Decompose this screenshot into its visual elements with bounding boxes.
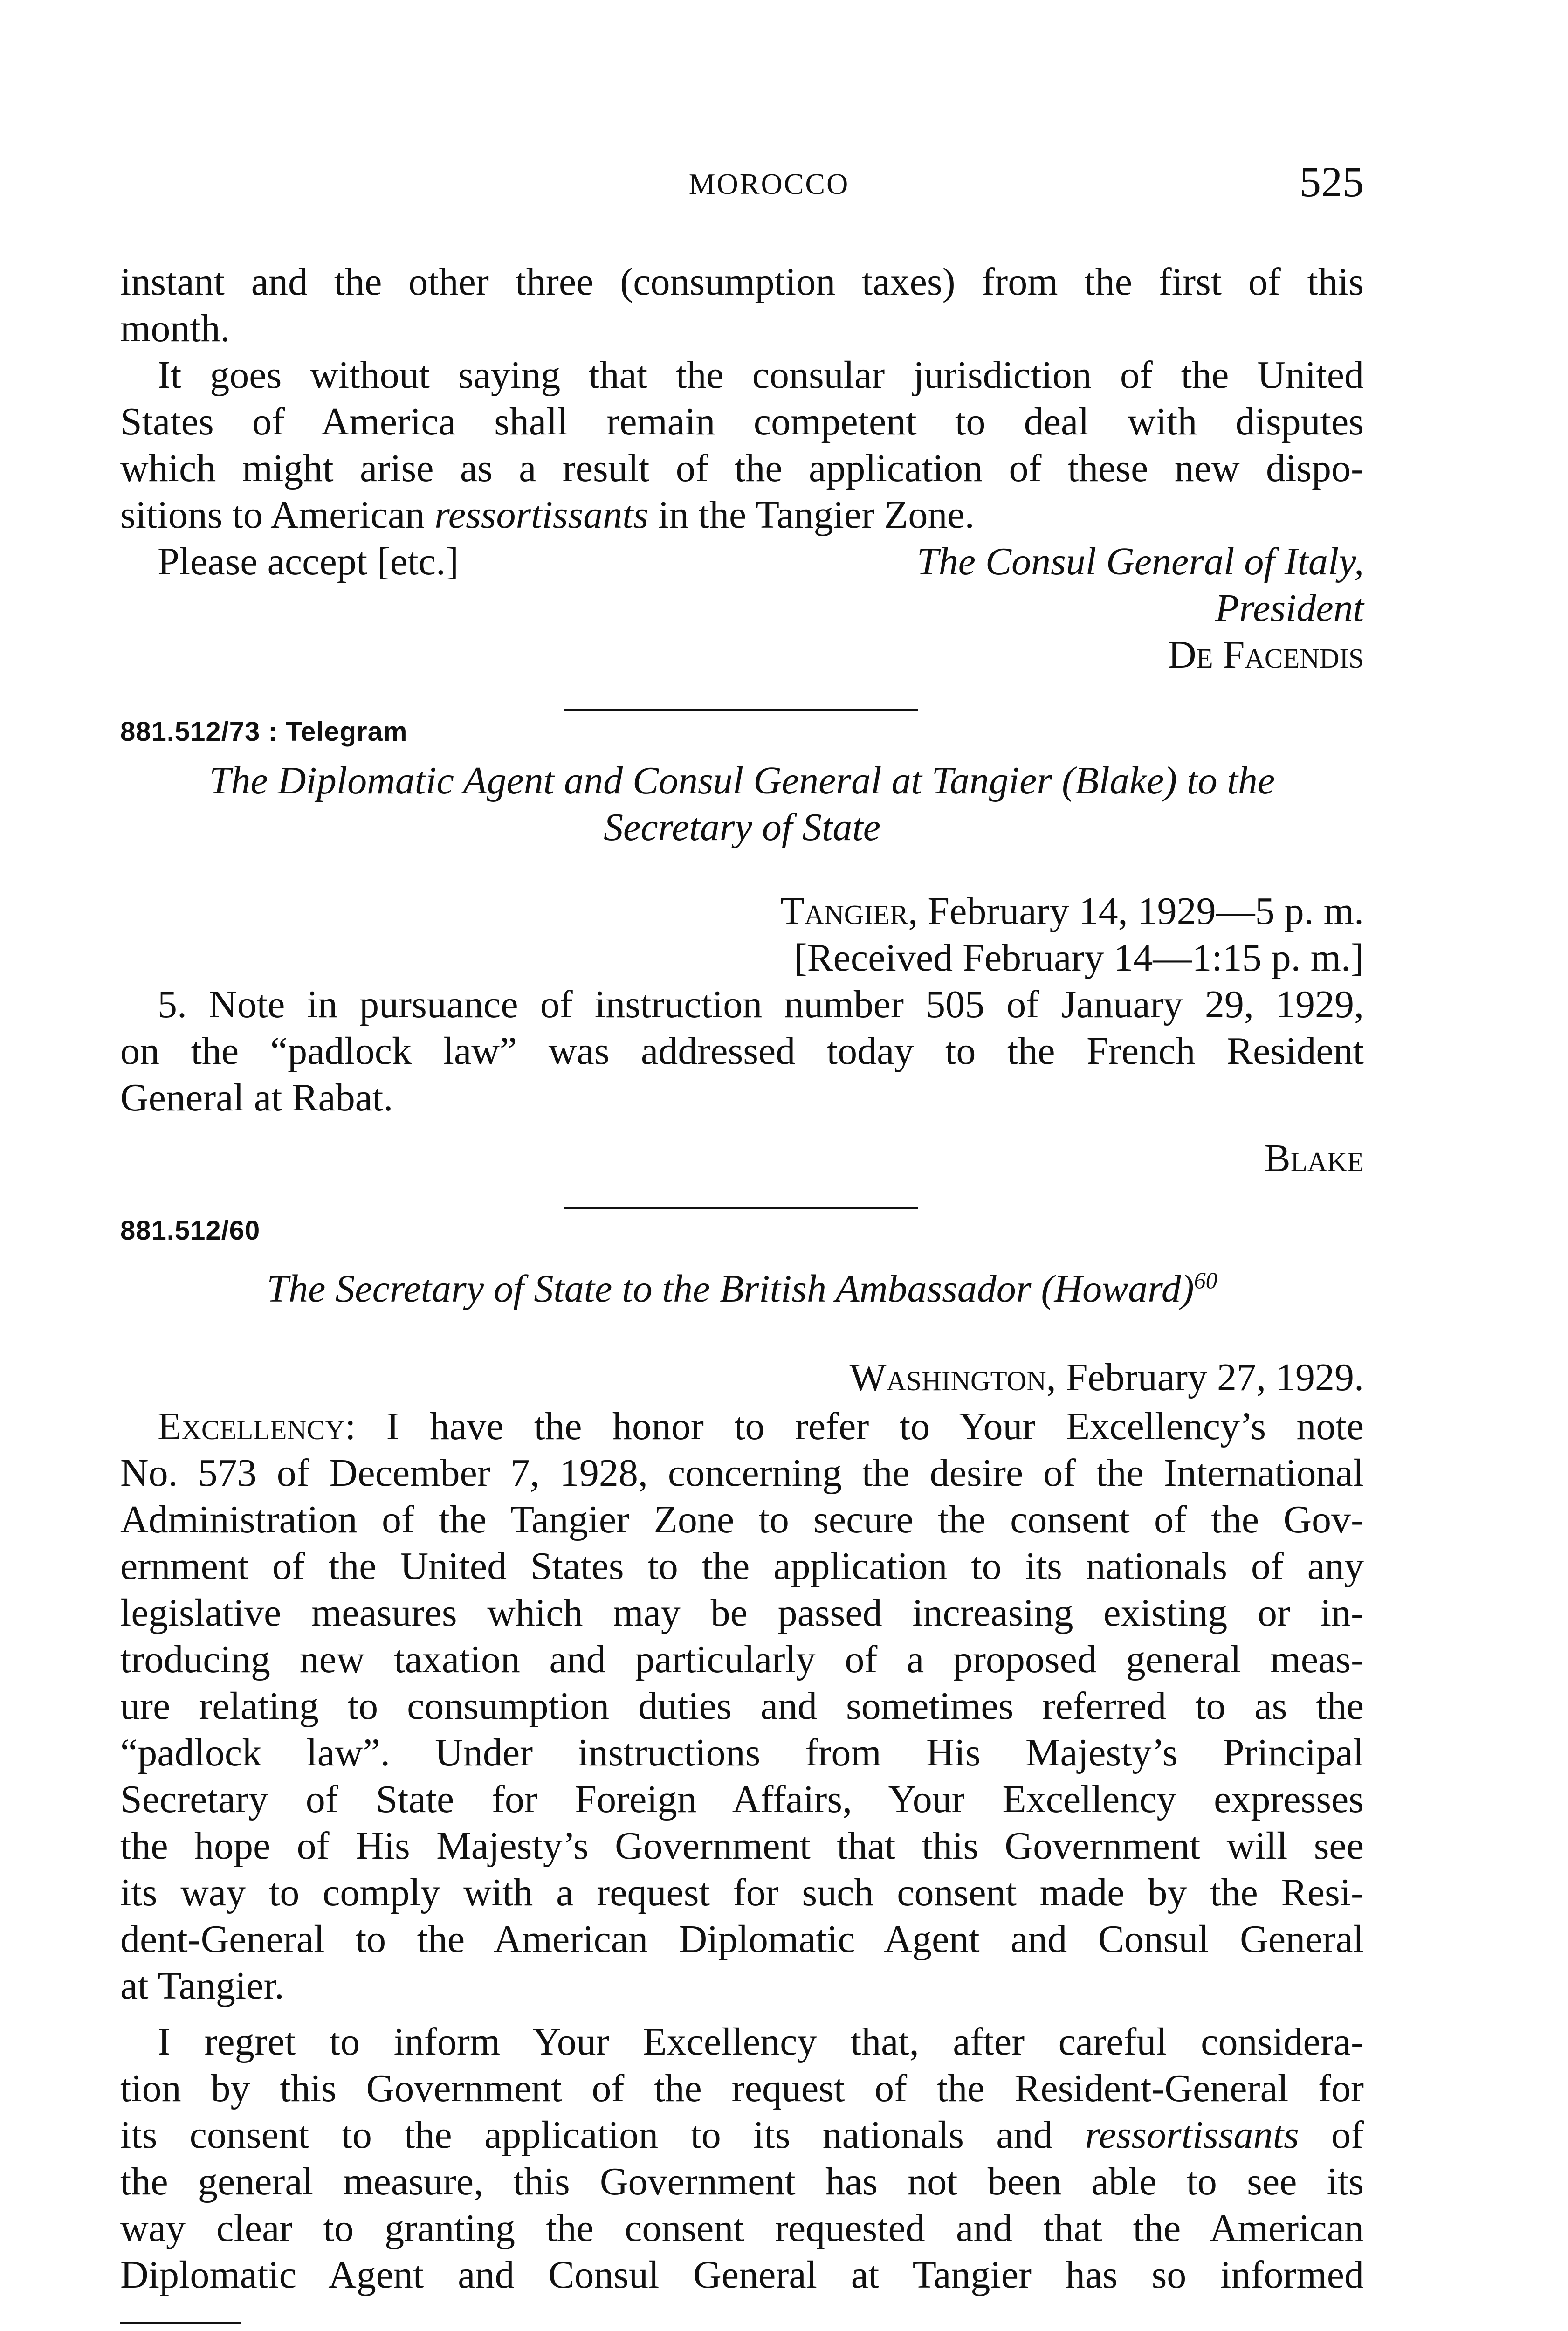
signature-name: De Facendis <box>1168 633 1364 676</box>
signature-title: The Consul General of Italy, <box>917 540 1364 583</box>
body-line: General at Rabat. <box>120 1076 393 1119</box>
dateline <box>120 888 1364 935</box>
place-name: Washington <box>849 1356 1046 1399</box>
body-line: dent-General to the American Diplomatic Agent and Consul General <box>120 1917 1364 1961</box>
text-run: : I have the honor to refer to Your Excellency’s note <box>345 1405 1364 1448</box>
file-reference: 881.512/73 : Telegram <box>120 717 408 747</box>
body-line: which might arise as a result of the application of these new dispo- <box>120 447 1364 490</box>
body-line: tion by this Government of the request of the Resident-General for <box>120 2067 1364 2110</box>
body-line <box>120 1403 1364 1450</box>
heading-text: The Secretary of State to the British Ambassador (Howard) <box>267 1267 1194 1310</box>
signature-name: Blake <box>1264 1137 1364 1180</box>
closing-line: Please accept [etc.] <box>158 540 459 583</box>
running-title: MOROCCO <box>688 167 850 200</box>
footnote-marker: 60 <box>1194 1267 1217 1293</box>
body-line: Secretary of State for Foreign Affairs, Your Excellency expresses <box>120 1778 1364 1821</box>
file-reference: 881.512/60 <box>120 1215 261 1246</box>
body-line: the general measure, this Government has not been able to see its <box>120 2160 1364 2203</box>
body-line: ure relating to consumption duties and sometimes referred to as the <box>120 1684 1364 1728</box>
place-name: Tangier <box>780 890 908 933</box>
body-line: legislative measures which may be passed increasing existing or in- <box>120 1591 1364 1634</box>
text-run: sitions to American <box>120 493 435 537</box>
body-line: ernment of the United States to the application to its nationals of any <box>120 1545 1364 1588</box>
dateline <box>120 1354 1364 1401</box>
page-number: 525 <box>1300 158 1364 206</box>
body-line: month. <box>120 307 230 350</box>
body-line: 5. Note in pursuance of instruction number 505 of January 29, 1929, <box>158 983 1364 1026</box>
received-line: [Received February 14—1:15 p. m.] <box>794 936 1364 979</box>
body-line: I regret to inform Your Excellency that, after careful considera- <box>158 2020 1364 2063</box>
date-text: , February 14, 1929—5 p. m. <box>908 890 1364 933</box>
body-line: way clear to granting the consent requested and that the American <box>120 2207 1364 2250</box>
text-run: of <box>1299 2113 1364 2157</box>
body-line <box>120 492 1364 538</box>
footnote-rule <box>120 2322 241 2324</box>
body-line: its way to comply with a request for such consent made by the Resi- <box>120 1871 1364 1914</box>
body-line: No. 573 of December 7, 1928, concerning the desire of the International <box>120 1451 1364 1495</box>
document-heading: The Diplomatic Agent and Consul General at Tangier (Blake) to the <box>209 759 1275 802</box>
date-text: , February 27, 1929. <box>1046 1356 1364 1399</box>
body-line <box>120 2112 1364 2159</box>
body-line: at Tangier. <box>120 1964 284 2007</box>
document-heading <box>120 1266 1364 1312</box>
document-heading: Secretary of State <box>603 806 881 849</box>
body-line: It goes without saying that the consular jurisdiction of the United <box>158 353 1364 397</box>
body-line: on the “padlock law” was addressed today to the French Resident <box>120 1029 1364 1073</box>
body-line: instant and the other three (consumption taxes) from the first of this <box>120 260 1364 303</box>
body-line: “padlock law”. Under instructions from His Majesty’s Principal <box>120 1731 1364 1774</box>
section-divider <box>564 1207 918 1209</box>
body-line: troducing new taxation and particularly of a proposed general meas- <box>120 1638 1364 1681</box>
signature-role: President <box>1215 586 1364 630</box>
italic-term: ressortissants <box>434 493 649 537</box>
body-line: States of America shall remain competent to deal with disputes <box>120 400 1364 443</box>
italic-term: ressortissants <box>1085 2113 1299 2157</box>
body-line: Administration of the Tangier Zone to secure the consent of the Gov- <box>120 1498 1364 1541</box>
section-divider <box>564 709 918 711</box>
body-line: the hope of His Majesty’s Government that this Government will see <box>120 1824 1364 1868</box>
salutation: Excellency <box>158 1405 345 1448</box>
body-line: Diplomatic Agent and Consul General at Tangier has so informed <box>120 2253 1364 2297</box>
text-run: its consent to the application to its nationals and <box>120 2113 1085 2157</box>
text-run: in the Tangier Zone. <box>648 493 975 537</box>
